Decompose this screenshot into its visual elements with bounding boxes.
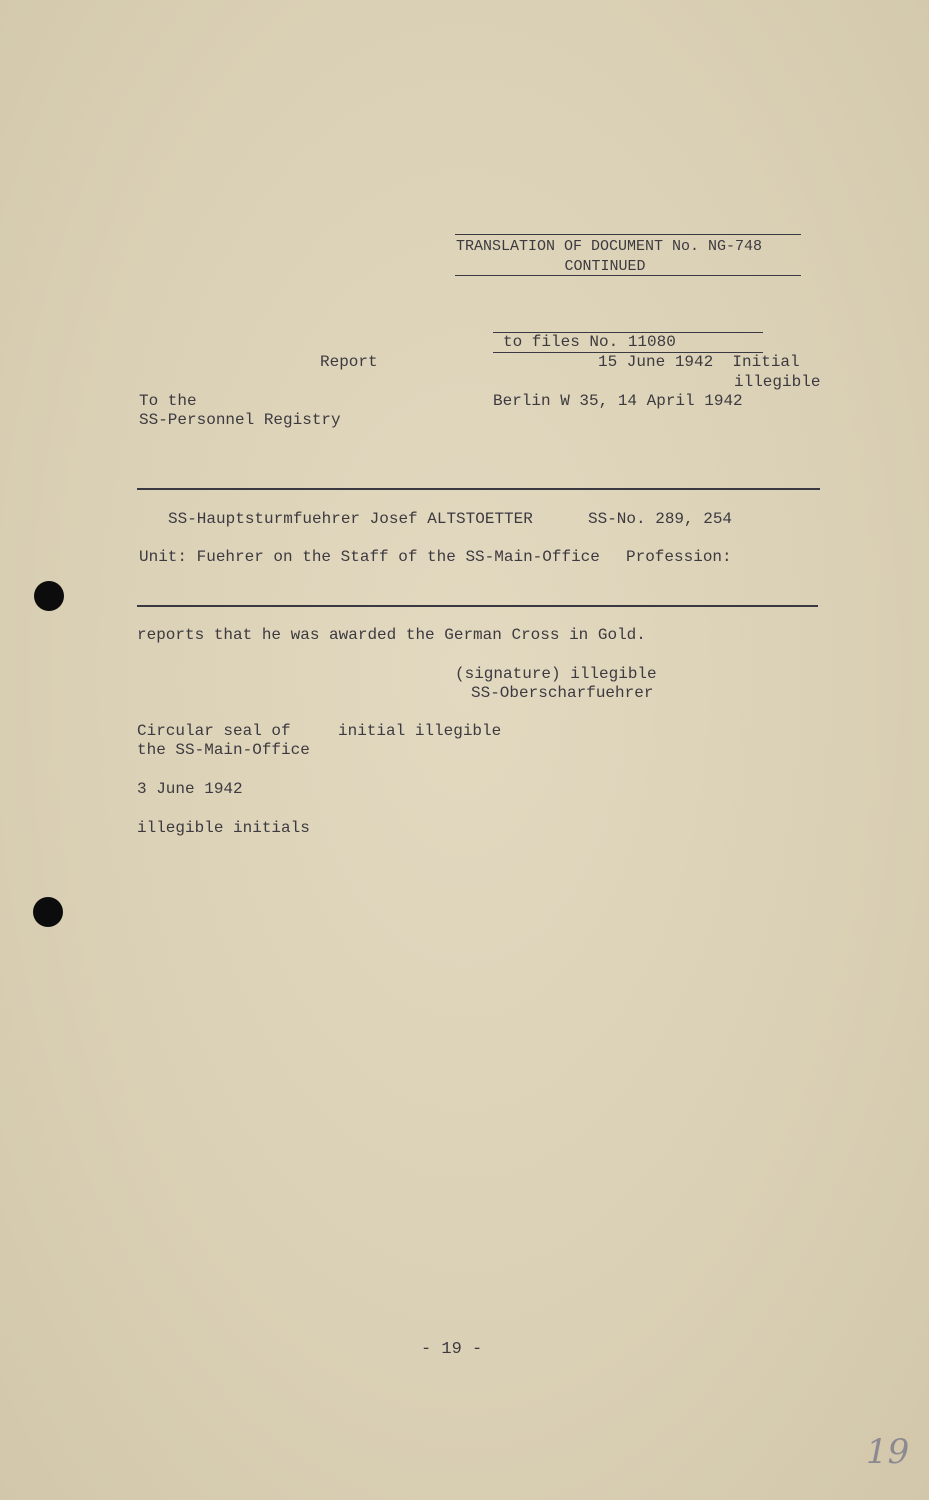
punch-hole-bottom <box>33 897 63 927</box>
seal-line-2: the SS-Main-Office <box>137 741 310 759</box>
addressee-registry: SS-Personnel Registry <box>139 411 341 429</box>
files-reference: to files No. 11080 <box>503 333 676 351</box>
berlin-date: Berlin W 35, 14 April 1942 <box>493 392 743 410</box>
initial-illegible: initial illegible <box>338 722 502 740</box>
translation-title: TRANSLATION OF DOCUMENT No. NG-748 <box>456 238 763 255</box>
ss-number: SS-No. 289, 254 <box>588 510 733 528</box>
addressee-to: To the <box>139 392 197 410</box>
unit-line: Unit: Fuehrer on the Staff of the SS-Main-Office <box>139 548 600 566</box>
illegible-initials: illegible initials <box>137 819 310 837</box>
report-label: Report <box>320 353 378 371</box>
date-initial: 15 June 1942 Initial <box>598 353 800 371</box>
person-name: SS-Hauptsturmfuehrer Josef ALTSTOETTER <box>168 510 533 528</box>
seal-line-1: Circular seal of <box>137 722 291 740</box>
page-number: - 19 - <box>421 1340 483 1359</box>
header-bottom-rule <box>455 275 801 276</box>
continued-label: CONTINUED <box>564 258 646 275</box>
separator-top <box>137 488 820 490</box>
profession-label: Profession: <box>626 548 732 566</box>
signature-rank: SS-Oberscharfuehrer <box>471 684 654 702</box>
seal-date: 3 June 1942 <box>137 780 243 798</box>
award-statement: reports that he was awarded the German Cross in Gold. <box>137 626 646 644</box>
header-top-rule <box>455 234 801 235</box>
separator-bottom <box>137 605 818 607</box>
signature-line: (signature) illegible <box>455 665 657 683</box>
handwritten-page-number: 19 <box>866 1432 910 1472</box>
punch-hole-top <box>34 581 64 611</box>
illegible-note: illegible <box>734 373 821 391</box>
